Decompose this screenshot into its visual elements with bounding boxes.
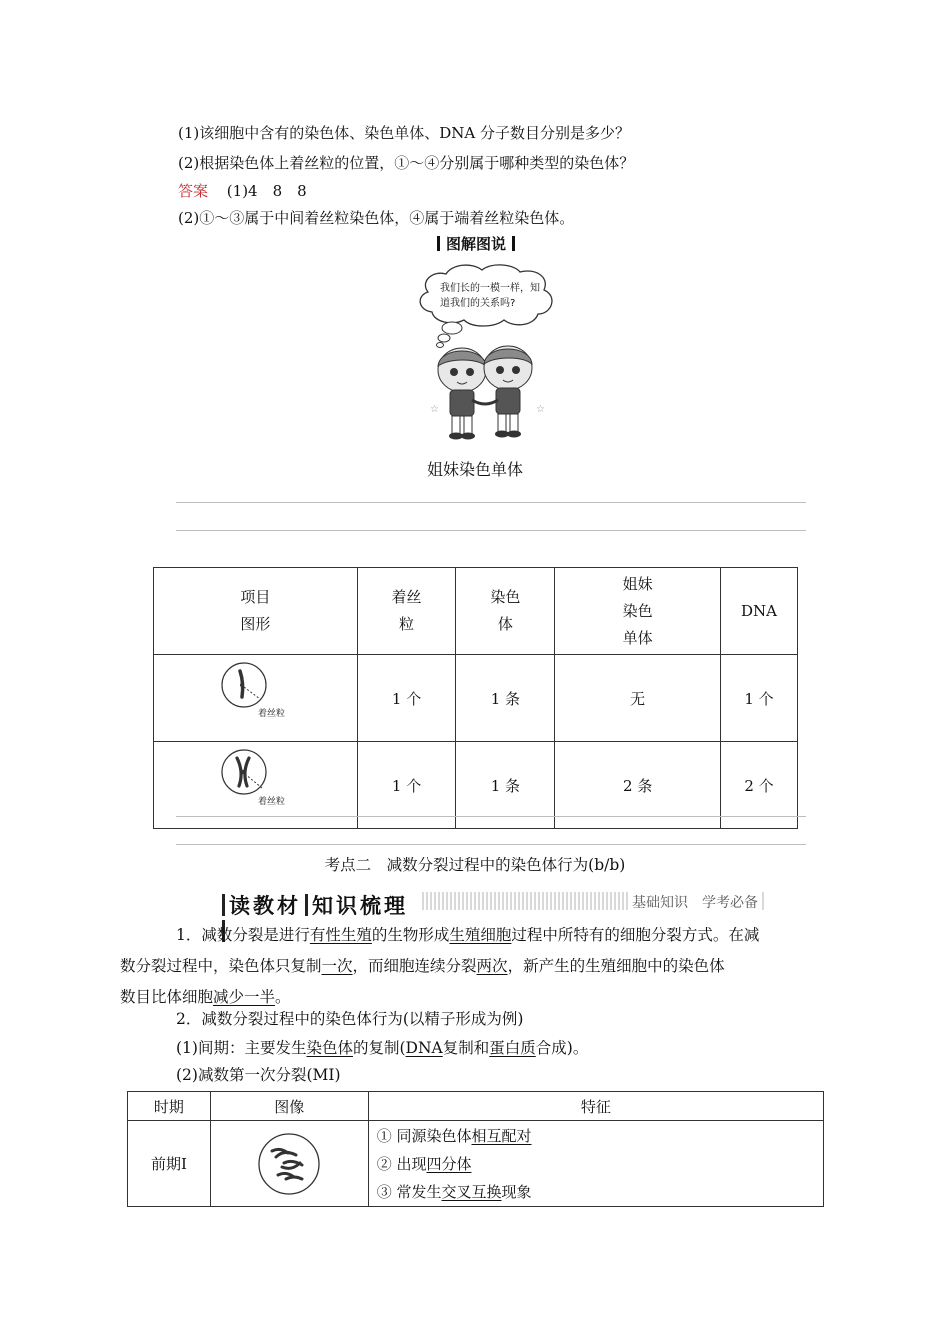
centromere-label: 着丝粒 xyxy=(258,797,286,807)
header-period: 时期 xyxy=(128,1092,211,1121)
feature-item: ① 同源染色体相互配对 xyxy=(376,1126,532,1145)
answer-2: (2)①～③属于中间着丝粒染色体，④属于端着丝粒染色体。 xyxy=(178,209,575,227)
feature-item: ② 出现四分体 xyxy=(376,1154,472,1173)
banner-left: 读教材 知识梳理 xyxy=(218,890,418,914)
table-header-row xyxy=(128,1092,824,1121)
divider-line xyxy=(176,816,806,817)
header-dna: DNA xyxy=(721,568,798,655)
paragraph-3: (1)间期：主要发生染色体的复制(DNA复制和蛋白质合成)。 xyxy=(176,1039,589,1057)
table-row xyxy=(128,1121,824,1207)
paragraph-4: (2)减数第一次分裂(MⅠ) xyxy=(176,1066,341,1084)
cell-value: 1 条 xyxy=(456,655,555,742)
divider-line xyxy=(176,844,806,845)
paragraph-2: 2．减数分裂过程中的染色体行为(以精子形成为例) xyxy=(176,1010,524,1028)
cell-value: 1 个 xyxy=(721,655,798,742)
replicated-chromosome-diagram xyxy=(218,746,298,808)
figure-caption: 姐妹染色单体 xyxy=(426,460,523,479)
figure-banner: 图解图说 xyxy=(411,233,541,255)
period-label: 前期Ⅰ xyxy=(128,1121,211,1207)
cell-image xyxy=(210,1121,368,1207)
question-2: (2)根据染色体上着丝粒的位置，①～④分别属于哪种类型的染色体？ xyxy=(178,154,635,172)
question-1: (1)该细胞中含有的染色体、染色单体、DNA 分子数目分别是多少？ xyxy=(178,124,631,142)
section-title: 考点二 减数分裂过程中的染色体行为(b/b) xyxy=(324,856,626,874)
header-centromere: 着丝 粒 xyxy=(357,568,456,655)
cell-value: 2 条 xyxy=(555,742,721,829)
prophase-cell-diagram xyxy=(256,1131,322,1197)
header-image: 图像 xyxy=(210,1092,368,1121)
section-banner xyxy=(218,888,766,918)
answer-line-1 xyxy=(178,180,307,201)
twins-illustration xyxy=(410,262,570,452)
table-header-row xyxy=(154,568,798,655)
feature-item: ③ 常发生交叉互换现象 xyxy=(376,1182,532,1201)
svg-text:☆: ☆ xyxy=(430,404,439,415)
cell-value: 无 xyxy=(555,655,721,742)
centromere-label: 着丝粒 xyxy=(258,709,286,719)
divider-line xyxy=(176,502,806,503)
svg-text:☆: ☆ xyxy=(536,404,545,415)
chromosome-comparison-table xyxy=(153,567,798,829)
speech-line-2: 道我们的关系吗? xyxy=(440,298,516,309)
table-row xyxy=(154,655,798,742)
divider-line xyxy=(176,530,806,531)
cell-value: 1 条 xyxy=(456,742,555,829)
cell-value: 2 个 xyxy=(721,742,798,829)
meiosis-table xyxy=(127,1091,824,1207)
paragraph-1: 1．减数分裂是进行有性生殖的生物形成生殖细胞过程中所特有的细胞分裂方式。在减 数分裂过程中，染色体只复制一次，而细胞连续分裂两次，新产生的生殖细胞中的染色体 数目比体细胞减少一半。 xyxy=(120,926,760,1006)
cell-image xyxy=(154,655,358,742)
header-item-shape: 项目 图形 xyxy=(154,568,358,655)
answer-label: 答案 xyxy=(178,182,209,200)
header-chromosome: 染色 体 xyxy=(456,568,555,655)
answer-1: (1)4 8 8 xyxy=(226,182,307,200)
single-chromosome-diagram xyxy=(218,661,298,721)
speech-line-1: 我们长的一模一样，知 xyxy=(440,283,540,294)
header-sister-chromatid: 姐妹 染色 单体 xyxy=(555,568,721,655)
cell-value: 1 个 xyxy=(357,742,456,829)
feature-list xyxy=(368,1121,823,1207)
cell-value: 1 个 xyxy=(357,655,456,742)
banner-right-label: 基础知识 学考必备 xyxy=(628,892,762,912)
header-feature: 特征 xyxy=(368,1092,823,1121)
